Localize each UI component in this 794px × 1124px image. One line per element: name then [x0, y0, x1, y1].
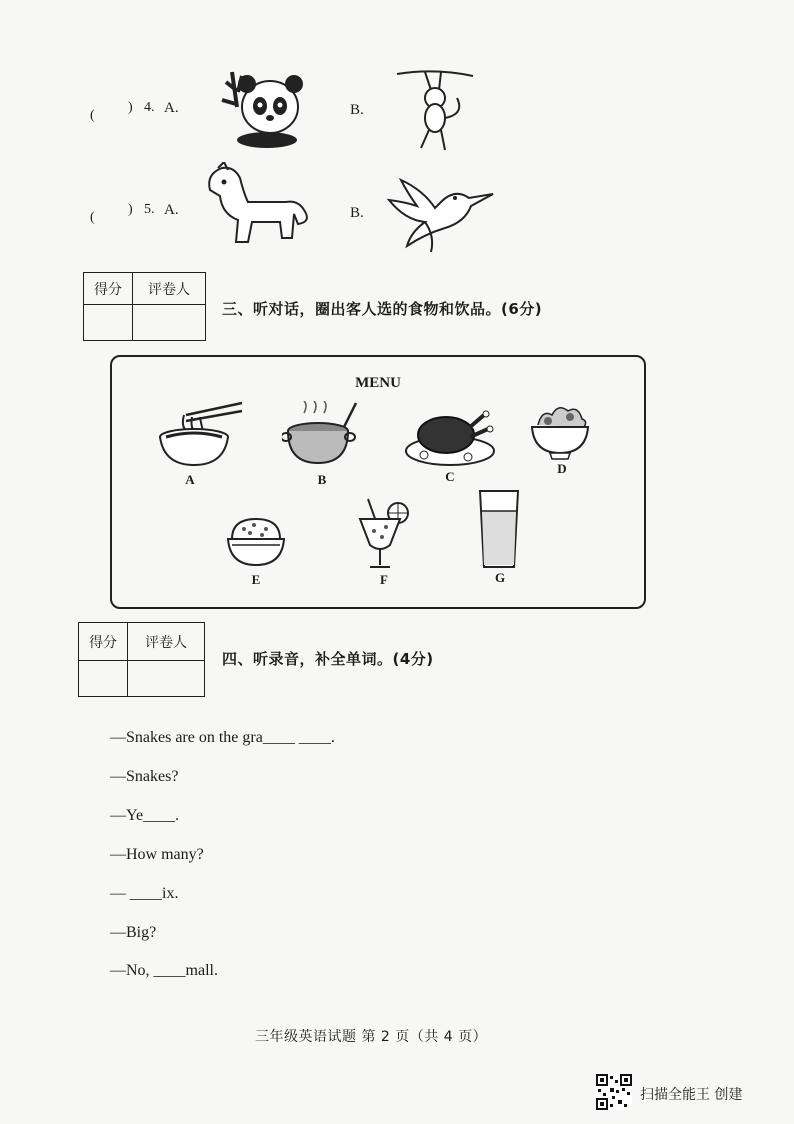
dialogue-line: —Big? [110, 924, 157, 941]
answer-paren-close: ) [128, 100, 133, 115]
section-3-title: 三、听对话，圈出客人选的食物和饮品。(6分) [222, 300, 543, 318]
dialogue-line: — ____ix. [110, 885, 179, 902]
dialogue-line: —Ye____. [110, 807, 180, 824]
noodles-icon[interactable] [156, 399, 246, 471]
question-5-option-b: B. [350, 205, 364, 221]
soup-pot-icon[interactable] [282, 401, 362, 471]
menu-box [110, 355, 646, 609]
dialogue-line: —Snakes? [110, 768, 179, 785]
question-5-option-a: A. [164, 202, 179, 218]
monkey-icon [395, 66, 477, 156]
menu-label-c: C [445, 469, 455, 484]
score-table [83, 272, 206, 341]
menu-label-e: E [251, 572, 261, 587]
question-5-number: 5. [144, 202, 155, 217]
question-4-number: 4. [144, 100, 155, 115]
menu-label-d: D [557, 461, 567, 476]
roast-chicken-icon[interactable] [404, 405, 496, 467]
dialogue-line: —How many? [110, 846, 204, 863]
answer-paren-close: ) [128, 202, 133, 217]
question-4-option-a: A. [164, 100, 179, 116]
rice-bowl-icon[interactable] [224, 515, 288, 571]
menu-label-f: F [380, 572, 388, 587]
grader-header: 评卷人 [133, 273, 206, 305]
qr-code-icon [596, 1074, 632, 1110]
score-header: 得分 [79, 623, 128, 661]
score-cell[interactable] [79, 661, 128, 697]
menu-label-b: B [317, 472, 327, 487]
bird-icon [385, 176, 497, 254]
menu-title: MENU [355, 375, 401, 391]
menu-label-a: A [185, 472, 195, 487]
juice-glass-icon[interactable] [354, 497, 414, 573]
answer-paren-open: ( [90, 108, 95, 123]
section-4-title: 四、听录音，补全单词。(4分) [222, 650, 434, 668]
horse-icon [200, 162, 312, 252]
grader-header: 评卷人 [128, 623, 205, 661]
score-table [78, 622, 205, 697]
panda-icon [212, 62, 307, 150]
question-4-option-b: B. [350, 102, 364, 118]
grader-cell[interactable] [133, 305, 206, 341]
dialogue-line: —No, ____mall. [110, 962, 218, 979]
score-cell[interactable] [84, 305, 133, 341]
menu-label-g: G [494, 570, 506, 585]
salad-bowl-icon[interactable] [528, 401, 592, 461]
grader-cell[interactable] [128, 661, 205, 697]
answer-paren-open: ( [90, 210, 95, 225]
page-footer: 三年级英语试题 第 2 页（共 4 页） [255, 1029, 488, 1045]
water-glass-icon[interactable] [476, 489, 522, 569]
scanner-watermark: 扫描全能王 创建 [640, 1087, 743, 1103]
dialogue-line: —Snakes are on the gra____ ____. [110, 729, 335, 746]
score-header: 得分 [84, 273, 133, 305]
